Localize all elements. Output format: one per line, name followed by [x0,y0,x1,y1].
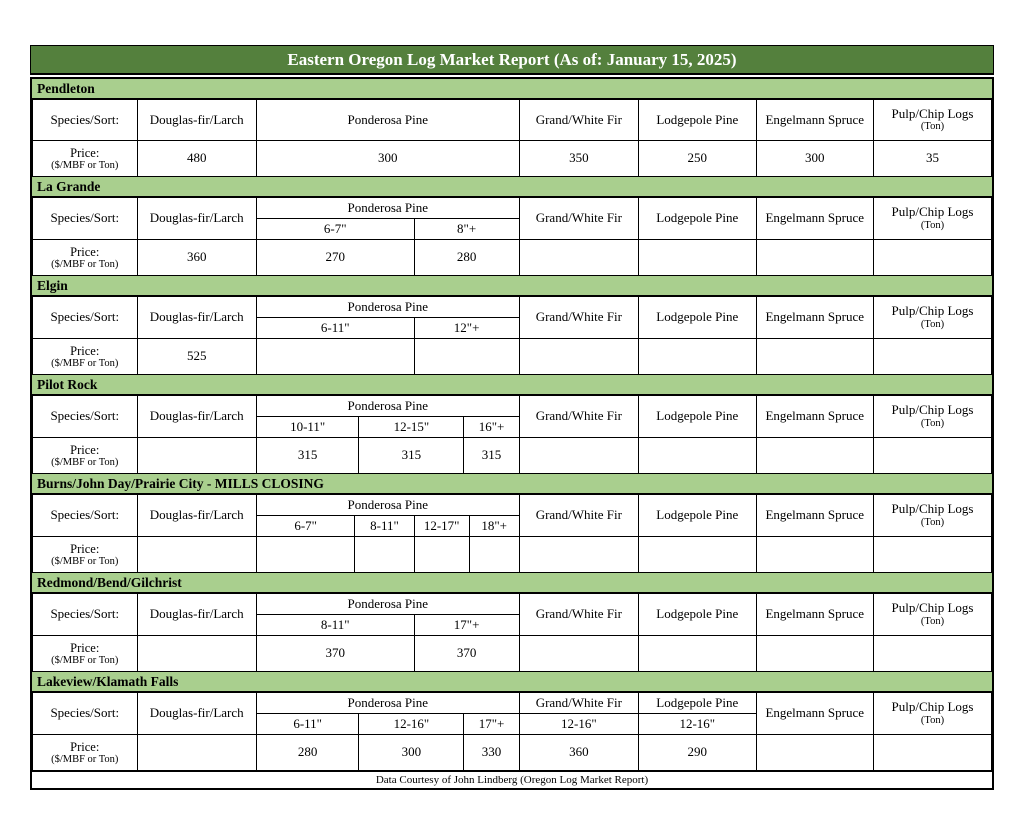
section-title-1: Pendleton [32,79,992,99]
label-subline: (Ton) [920,714,945,726]
price-value: 315 [464,438,519,474]
column-header [519,396,638,438]
sub-header: 8-11" [355,516,414,537]
label-subline: ($/MBF or Ton) [51,258,119,270]
label-subline: (Ton) [920,417,945,429]
price-value [756,735,873,771]
species-sort-header: Species/Sort: [33,594,138,636]
column-header [639,396,756,438]
price-row-label [33,438,138,474]
label-line: Grand/White Fir [535,111,623,127]
sub-header: 12-16" [519,714,638,735]
column-header [519,297,638,339]
column-header [639,594,756,636]
label-subline: (Ton) [920,121,945,133]
label-line: Price: [70,244,100,259]
price-value [355,537,414,573]
label-line: Lodgepole Pine [656,111,739,127]
price-value: 300 [756,141,873,177]
price-value: 300 [256,141,519,177]
column-header [137,495,256,537]
label-line: Pulp/Chip Logs [891,402,974,418]
column-header: Ponderosa Pine [256,396,519,417]
label-line: Grand/White Fir [535,210,622,226]
label-subline: ($/MBF or Ton) [51,555,119,567]
label-line: Lodgepole Pine [656,309,739,325]
price-value [756,438,873,474]
sub-header: 12-16" [639,714,756,735]
label-line: Price: [70,343,100,358]
price-value: 300 [359,735,464,771]
label-line: Douglas-fir/Larch [149,210,244,226]
column-header: Lodgepole Pine [639,693,756,714]
price-value: 350 [519,141,638,177]
price-value [756,339,873,375]
column-header [874,100,992,141]
label-line: Pulp/Chip Logs [891,501,974,517]
section-title-6: Redmond/Bend/Gilchrist [32,573,992,593]
price-row-label [33,636,138,672]
sub-header: 12-15" [359,417,464,438]
section-table [32,296,992,375]
price-value: 280 [256,735,358,771]
section-table [32,494,992,573]
sub-header: 17"+ [414,615,519,636]
label-line: Grand/White Fir [535,507,622,523]
price-value: 360 [519,735,638,771]
sub-header: 17"+ [464,714,519,735]
label-line: Lodgepole Pine [656,408,739,424]
label-line: Pulp/Chip Logs [891,204,974,220]
label-line: Douglas-fir/Larch [149,507,244,523]
label-line: Engelmann Spruce [765,705,865,721]
price-value [137,438,256,474]
column-header: Ponderosa Pine [256,693,519,714]
price-value [519,240,638,276]
column-header [137,198,256,240]
price-value [639,339,756,375]
column-header: Ponderosa Pine [256,495,519,516]
section-title-2: La Grande [32,177,992,197]
label-line: Douglas-fir/Larch [149,705,244,721]
label-line: Pulp/Chip Logs [891,699,974,715]
price-value: 35 [874,141,992,177]
column-header [756,693,873,735]
column-header [873,495,991,537]
price-value: 290 [639,735,756,771]
price-value: 370 [414,636,519,672]
label-line: Engelmann Spruce [765,408,865,424]
price-value [639,636,756,672]
species-sort-header: Species/Sort: [33,396,138,438]
price-value [873,636,991,672]
label-subline: ($/MBF or Ton) [51,159,119,171]
label-line: Engelmann Spruce [765,606,865,622]
sub-header: 12"+ [414,318,519,339]
column-header [756,198,873,240]
section-table [32,99,992,177]
column-header [137,396,256,438]
column-header [137,100,256,141]
price-value [639,537,756,573]
label-line: Grand/White Fir [535,309,622,325]
label-subline: (Ton) [920,516,945,528]
price-value: 315 [359,438,464,474]
column-header [137,594,256,636]
label-line: Pulp/Chip Logs [891,303,974,319]
price-value [873,537,991,573]
species-sort-header: Species/Sort: [33,198,138,240]
label-line: Pulp/Chip Logs [891,600,974,616]
price-value: 330 [464,735,519,771]
price-value [873,240,991,276]
label-line: Engelmann Spruce [765,210,865,226]
price-row-label [33,240,138,276]
price-value [639,240,756,276]
column-header [519,495,638,537]
price-row-label [33,735,138,771]
label-line: Grand/White Fir [535,606,622,622]
column-header [639,297,756,339]
sub-header: 16"+ [464,417,519,438]
price-value [873,339,991,375]
price-value [414,339,519,375]
price-row-label [33,339,138,375]
price-value [756,537,873,573]
price-value: 525 [137,339,256,375]
price-value: 280 [414,240,519,276]
section-title-7: Lakeview/Klamath Falls [32,672,992,692]
section-table [32,395,992,474]
price-value [639,438,756,474]
section-table [32,692,992,771]
label-subline: (Ton) [920,318,945,330]
column-header [756,495,873,537]
column-header [639,100,756,141]
label-line: Price: [70,145,100,160]
sub-header: 6-7" [256,219,414,240]
label-subline: ($/MBF or Ton) [51,357,119,369]
label-line: Lodgepole Pine [656,210,739,226]
sub-header: 8-11" [256,615,414,636]
column-header [873,693,991,735]
sub-header: 6-7" [256,516,355,537]
column-header [519,594,638,636]
price-value [756,240,873,276]
price-row-label [33,537,138,573]
price-value: 370 [256,636,414,672]
column-header [519,100,638,141]
price-value [756,636,873,672]
species-sort-header: Species/Sort: [33,100,138,141]
label-line: Engelmann Spruce [765,111,865,127]
column-header: Ponderosa Pine [256,297,519,318]
price-value [873,735,991,771]
label-line: Ponderosa Pine [347,111,429,127]
column-header: Ponderosa Pine [256,594,519,615]
column-header [756,396,873,438]
price-value [137,537,256,573]
label-subline: ($/MBF or Ton) [51,753,119,765]
species-sort-header: Species/Sort: [33,693,138,735]
column-header: Grand/White Fir [519,693,638,714]
section-table [32,593,992,672]
column-header [519,198,638,240]
price-value [137,636,256,672]
sub-header: 6-11" [256,714,358,735]
price-value [414,537,469,573]
price-value [519,339,638,375]
price-value [519,636,638,672]
column-header [873,198,991,240]
report-title: Eastern Oregon Log Market Report (As of: January 15, 2025) [30,45,994,75]
section-title-4: Pilot Rock [32,375,992,395]
label-line: Douglas-fir/Larch [149,309,244,325]
sub-header: 10-11" [256,417,358,438]
price-value [519,438,638,474]
label-subline: (Ton) [920,219,945,231]
label-line: Price: [70,739,100,754]
column-header [639,198,756,240]
column-header [756,100,873,141]
log-market-report [30,45,994,790]
column-header: Ponderosa Pine [256,198,519,219]
price-value [137,735,256,771]
column-header [137,693,256,735]
label-line: Engelmann Spruce [765,507,865,523]
sub-header: 18"+ [469,516,519,537]
price-value [469,537,519,573]
price-value [873,438,991,474]
section-title-5: Burns/John Day/Prairie City - MILLS CLOSING [32,474,992,494]
price-value: 480 [137,141,256,177]
species-sort-header: Species/Sort: [33,297,138,339]
price-value: 315 [256,438,358,474]
price-value [256,339,414,375]
label-subline: ($/MBF or Ton) [51,654,119,666]
label-line: Douglas-fir/Larch [149,408,244,424]
label-line: Lodgepole Pine [656,507,739,523]
label-line: Price: [70,541,100,556]
column-header [756,594,873,636]
species-sort-header: Species/Sort: [33,495,138,537]
price-value: 360 [137,240,256,276]
price-value [256,537,355,573]
label-line: Pulp/Chip Logs [891,105,974,121]
label-subline: (Ton) [920,615,945,627]
sub-header: 6-11" [256,318,414,339]
label-line: Price: [70,442,100,457]
column-header [873,297,991,339]
report-body [30,77,994,790]
column-header [756,297,873,339]
column-header [873,594,991,636]
price-row-label [33,141,138,177]
label-line: Douglas-fir/Larch [149,606,244,622]
label-line: Douglas-fir/Larch [149,111,244,127]
section-title-3: Elgin [32,276,992,296]
column-header [639,495,756,537]
column-header [137,297,256,339]
column-header [873,396,991,438]
label-line: Grand/White Fir [535,408,622,424]
label-line: Engelmann Spruce [765,309,865,325]
price-value [519,537,638,573]
label-line: Price: [70,640,100,655]
price-value: 270 [256,240,414,276]
section-table [32,197,992,276]
column-header [256,100,519,141]
footer-credit: Data Courtesy of John Lindberg (Oregon Log Market Report) [32,771,992,788]
sub-header: 12-17" [414,516,469,537]
price-value: 250 [639,141,756,177]
label-subline: ($/MBF or Ton) [51,456,119,468]
label-line: Lodgepole Pine [656,606,739,622]
sub-header: 12-16" [359,714,464,735]
sub-header: 8"+ [414,219,519,240]
